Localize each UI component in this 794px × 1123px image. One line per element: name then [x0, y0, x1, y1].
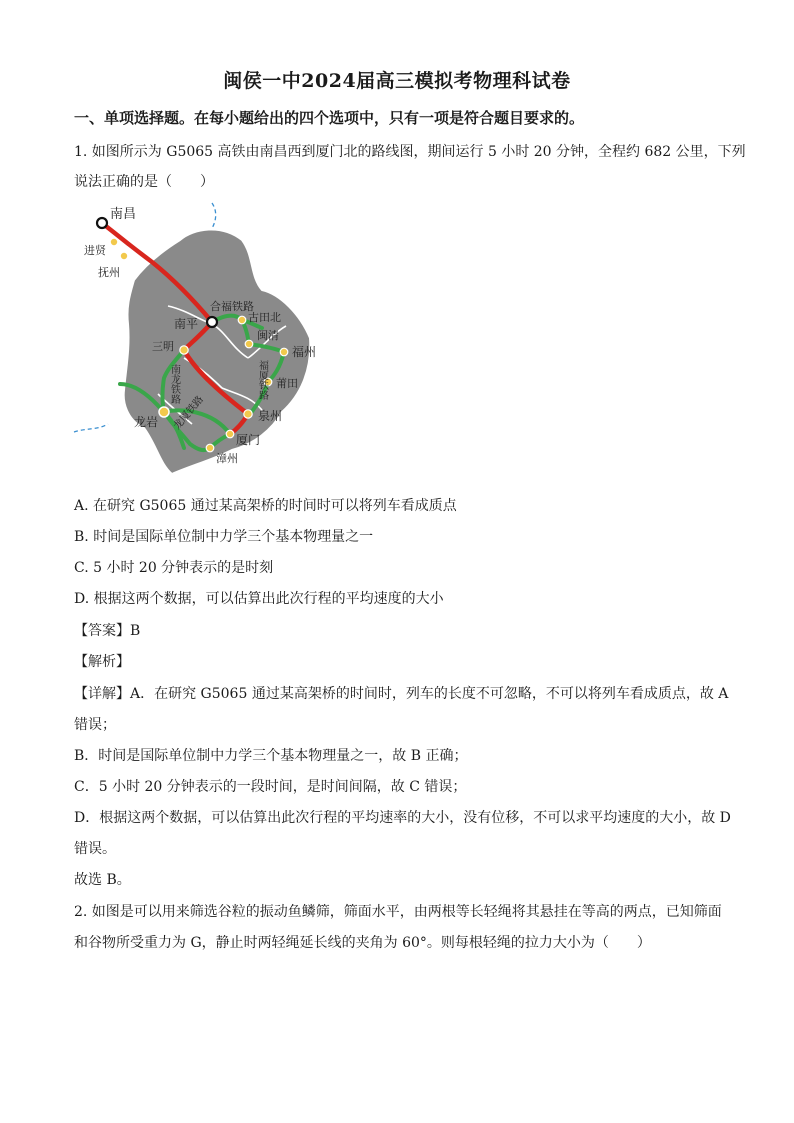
station-quanzhou-marker [244, 410, 252, 418]
label-longxia-railway: 龙厦铁路 [171, 394, 207, 432]
exam-title: 闽侯一中2024届高三模拟考物理科试卷 [223, 70, 571, 92]
label-longyan: 龙岩 [134, 415, 159, 429]
label-nanlong-railway: 南龙铁路 [168, 364, 180, 404]
label-quanzhou: 泉州 [258, 409, 283, 423]
railway-map [72, 198, 332, 483]
station-minqing-marker [245, 340, 253, 348]
q1-stem-line2: 说法正确的是（ ） [74, 174, 214, 190]
q1-detail-line4: C．5 小时 20 分钟表示的一段时间，是时间间隔，故 C 错误； [74, 779, 467, 795]
q2-stem-line2: 和谷物所受重力为 G，静止时两轻绳延长线的夹角为 60°。则每根轻绳的拉力大小为（ ） [74, 935, 651, 951]
label-fuzhou-jx: 抚州 [98, 266, 120, 279]
label-fuzhou: 福州 [292, 345, 317, 359]
label-sanming: 三明 [152, 340, 174, 353]
label-fuxia-railway: 福厦铁路 [256, 360, 268, 400]
coast-dash-top [211, 203, 216, 230]
station-fuzhou-marker [280, 348, 288, 356]
q1-detail-line5: D．根据这两个数据，可以估算出此次行程的平均速率的大小，没有位移，不可以求平均速度的大小，故 D [74, 810, 731, 826]
station-jinxian-marker [110, 238, 118, 246]
q1-answer: 【答案】B [74, 623, 141, 639]
q1-stem-line1: 1. 如图所示为 G5065 高铁由南昌西到厦门北的路线图，期间运行 5 小时 20 分钟，全程约 682 公里，下列 [74, 144, 746, 160]
coast-dash-left [74, 424, 108, 432]
q1-detail-line3: B．时间是国际单位制中力学三个基本物理量之一，故 B 正确； [74, 748, 468, 764]
label-zhangzhou: 漳州 [216, 452, 238, 465]
station-gutian-marker [238, 316, 246, 324]
station-fuzhou-jx-marker [120, 252, 128, 260]
station-zhangzhou-marker [206, 444, 214, 452]
section-heading: 一、单项选择题。在每小题给出的四个选项中，只有一项是符合题目要求的。 [74, 109, 585, 127]
station-nanping-marker [207, 317, 217, 327]
q1-option-a: A. 在研究 G5065 通过某高架桥的时间时可以将列车看成质点 [74, 498, 457, 514]
label-minqing: 闽清 [257, 329, 279, 342]
label-gutian: 古田北 [248, 311, 281, 324]
station-sanming-marker [180, 346, 188, 354]
label-hefu-railway: 合福铁路 [210, 300, 254, 313]
q1-detail-line6: 错误。 [74, 841, 116, 857]
label-nanping: 南平 [174, 317, 199, 331]
q1-option-d: D. 根据这两个数据，可以估算出此次行程的平均速度的大小 [74, 591, 444, 607]
q1-option-b: B. 时间是国际单位制中力学三个基本物理量之一 [74, 529, 374, 545]
station-longyan-marker [159, 407, 169, 417]
label-jinxian: 进贤 [84, 244, 106, 257]
q1-option-c: C. 5 小时 20 分钟表示的是时刻 [74, 560, 274, 576]
station-nanchang-marker [97, 218, 107, 228]
q2-stem-line1: 2. 如图是可以用来筛选谷粒的振动鱼鳞筛，筛面水平，由两根等长轻绳将其悬挂在等高的两点，已知筛面 [74, 904, 722, 920]
q1-detail-line2: 错误； [74, 717, 116, 733]
label-putian: 莆田 [276, 377, 298, 390]
station-xiamen-marker [226, 430, 234, 438]
q1-analysis-heading: 【解析】 [74, 654, 130, 670]
label-nanchang: 南昌 [110, 207, 137, 222]
label-xiamen: 厦门 [236, 433, 261, 447]
q1-conclusion: 故选 B。 [74, 872, 131, 888]
q1-detail-line1: 【详解】A．在研究 G5065 通过某高架桥的时间时，列车的长度不可忽略，不可以将列车看成质点，故 A [74, 686, 729, 702]
